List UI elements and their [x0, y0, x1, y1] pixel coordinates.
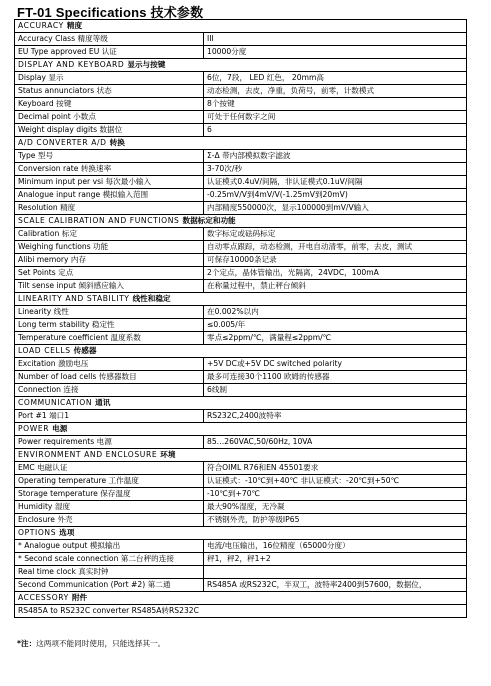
spec-label: Weight display digits 数据位: [15, 124, 204, 137]
footnote-text: 这两项不能同时使用，只能选择其一。: [36, 639, 166, 648]
spec-value: 最大90%湿度，无冷凝: [204, 501, 467, 514]
spec-label: Tilt sense input 倾斜感应输入: [15, 280, 204, 293]
specifications-table-body: [15, 20, 467, 618]
spec-label: Connection 连接: [15, 384, 204, 397]
spec-label: Calibration 标定: [15, 228, 204, 241]
section-header: [15, 20, 467, 33]
spec-value: 在称量过程中，禁止秤台倾斜: [204, 280, 467, 293]
table-row: [15, 436, 467, 449]
table-row: [15, 371, 467, 384]
table-row: [15, 306, 467, 319]
spec-value: +5V DC或+5V DC switched polarity: [204, 358, 467, 371]
spec-value: RS232C,2400波特率: [204, 410, 467, 423]
spec-value: 85…260VAC,50/60Hz, 10VA: [204, 436, 467, 449]
spec-value: 最多可连接30个1100 欧姆的传感器: [204, 371, 467, 384]
table-row: [15, 566, 467, 579]
table-row: [15, 358, 467, 371]
table-row: [15, 72, 467, 85]
section-header: [15, 137, 467, 150]
section-header: [15, 449, 467, 462]
spec-label: Set Points 定点: [15, 267, 204, 280]
table-row: [15, 241, 467, 254]
spec-label: Type 型号: [15, 150, 204, 163]
table-row: [15, 501, 467, 514]
section-title: LOAD CELLS: [18, 346, 71, 355]
table-row: [15, 553, 467, 566]
spec-value: 自动零点跟踪，动态检测，开电自动清零，前零，去皮，测试: [204, 241, 467, 254]
spec-value: ≤0.005/年: [204, 319, 467, 332]
section-header: [15, 397, 467, 410]
spec-label: Keyboard 按键: [15, 98, 204, 111]
table-row: [15, 98, 467, 111]
table-row: [15, 202, 467, 215]
spec-value: 6: [204, 124, 467, 137]
table-row: [15, 280, 467, 293]
table-row: [15, 540, 467, 553]
section-title-cn: 传感器: [73, 346, 97, 355]
table-row: [15, 332, 467, 345]
table-row: [15, 150, 467, 163]
spec-label: Conversion rate 转换速率: [15, 163, 204, 176]
section-title-cn: 精度: [66, 21, 83, 30]
spec-label: * Second scale connection 第二台秤的连接: [15, 553, 204, 566]
spec-value: 电流/电压输出，16位精度（65000分度）: [204, 540, 467, 553]
spec-value: -10℃到+70℃: [204, 488, 467, 501]
section-title: DISPLAY AND KEYBOARD: [18, 60, 125, 69]
spec-value: 3-70次/秒: [204, 163, 467, 176]
section-header-row: [15, 59, 467, 72]
section-title-cn: 转换: [109, 138, 125, 147]
section-header-row: [15, 527, 467, 540]
section-header: [15, 345, 467, 358]
section-header-row: [15, 345, 467, 358]
spec-value: 在0.002%以内: [204, 306, 467, 319]
table-row: [15, 462, 467, 475]
spec-label: Power requirements 电源: [15, 436, 204, 449]
table-row: [15, 319, 467, 332]
section-title: ENVIRONMENT AND ENCLOSURE: [18, 450, 158, 459]
section-title: A/D CONVERTER A/D: [18, 138, 107, 147]
table-row: [15, 514, 467, 527]
section-title: OPTIONS: [18, 528, 57, 537]
spec-value: 10000分度: [204, 46, 467, 59]
section-header-row: [15, 449, 467, 462]
table-row: [15, 254, 467, 267]
spec-label: Linearity 线性: [15, 306, 204, 319]
spec-value: 符合OIML R76和EN 45501要求: [204, 462, 467, 475]
spec-value: 秤1，秤2，秤1+2: [204, 553, 467, 566]
section-title-cn: 环境: [160, 450, 176, 459]
spec-label: EU Type approved EU 认证: [15, 46, 204, 59]
spec-label: Resolution 精度: [15, 202, 204, 215]
table-row: [15, 488, 467, 501]
spec-value: 6线制: [204, 384, 467, 397]
section-header: [15, 527, 467, 540]
section-header: [15, 59, 467, 72]
spec-value: 可保存10000条记录: [204, 254, 467, 267]
specifications-table: [14, 19, 467, 618]
section-title: ACCESSORY: [18, 593, 69, 602]
spec-value: RS485A 或RS232C，半双工，波特率2400到57600，数据位，: [204, 579, 467, 592]
section-title-cn: 显示与按键: [127, 60, 166, 69]
section-title-cn: 通讯: [95, 398, 111, 407]
table-row: [15, 189, 467, 202]
spec-label: Accuracy Class 精度等级: [15, 33, 204, 46]
table-row: [15, 33, 467, 46]
section-title: COMMUNICATION: [18, 398, 93, 407]
section-title-cn: 电源: [52, 424, 68, 433]
section-header-row: [15, 423, 467, 436]
table-row: [15, 267, 467, 280]
table-row: [15, 124, 467, 137]
spec-value: 内部精度550000次，显示100000到mV/V输入: [204, 202, 467, 215]
table-row: [15, 410, 467, 423]
footnote-prefix: *注：: [17, 639, 37, 648]
spec-label: Port #1 端口1: [15, 410, 204, 423]
spec-value: 6位，7段， LED 红色， 20mm高: [204, 72, 467, 85]
spec-value: 认证模式：-10℃到+40℃ 非认证模式：-20℃到+50℃: [204, 475, 467, 488]
table-row: [15, 384, 467, 397]
section-header-row: [15, 137, 467, 150]
spec-label: Excitation 激励电压: [15, 358, 204, 371]
spec-label: Number of load cells 传感器数目: [15, 371, 204, 384]
table-row: [15, 176, 467, 189]
section-header: [15, 423, 467, 436]
spec-label: Storage temperature 保存温度: [15, 488, 204, 501]
spec-value: Σ-Δ 带内部模拟数字滤波: [204, 150, 467, 163]
spec-label: * Analogue output 模拟输出: [15, 540, 204, 553]
spec-label: Status annunciators 状态: [15, 85, 204, 98]
spec-label: Decimal point 小数点: [15, 111, 204, 124]
section-title: ACCURACY: [18, 21, 64, 30]
spec-label: Minimum input per vsi 每次最小输入: [15, 176, 204, 189]
section-title-cn: 附件: [71, 593, 88, 602]
spec-label: Operating temperature 工作温度: [15, 475, 204, 488]
spec-label: Temperature coefficient 温度系数: [15, 332, 204, 345]
section-title-cn: 数据标定和功能: [182, 216, 236, 225]
section-header: [15, 592, 467, 605]
spec-label: Humidity 湿度: [15, 501, 204, 514]
section-header: [15, 293, 467, 306]
spec-value: 不锈钢外壳，防护等级IP65: [204, 514, 467, 527]
section-header-row: [15, 592, 467, 605]
table-row: [15, 475, 467, 488]
table-row: [15, 85, 467, 98]
section-title-cn: 选项: [59, 528, 75, 537]
spec-value: III: [204, 33, 467, 46]
table-row: [15, 163, 467, 176]
section-title: POWER: [18, 424, 50, 433]
section-header: [15, 215, 467, 228]
spec-label: Enclosure 外壳: [15, 514, 204, 527]
section-header-row: [15, 397, 467, 410]
section-title-cn: 线性和稳定: [132, 294, 171, 303]
spec-label: EMC 电磁认证: [15, 462, 204, 475]
section-title: LINEARITY AND STABILITY: [18, 294, 130, 303]
spec-value: 8个按键: [204, 98, 467, 111]
full-width-cell: RS485A to RS232C converter RS485A转RS232C: [15, 605, 467, 618]
spec-label: Long term stability 稳定性: [15, 319, 204, 332]
spec-label: Alibi memory 内存: [15, 254, 204, 267]
section-title: SCALE CALIBRATION AND FUNCTIONS: [18, 216, 180, 225]
spec-value: 动态检测，去皮，净重，负荷号，前零，计数模式: [204, 85, 467, 98]
spec-value: 可处于任何数字之间: [204, 111, 467, 124]
section-header-row: [15, 215, 467, 228]
table-row: [15, 605, 467, 618]
table-row: [15, 111, 467, 124]
spec-value: 认证模式0.4uV/间隔，非认证模式0.1uV/间隔: [204, 176, 467, 189]
spec-value: [204, 566, 467, 579]
spec-value: 零点≤2ppm/℃，满量程≤2ppm/℃: [204, 332, 467, 345]
spec-value: -0.25mV/V到4mV/V(-1.25mV到20mV): [204, 189, 467, 202]
page-title: FT-01 Specifications 技术参数: [17, 5, 204, 20]
spec-value: 2个定点，晶体管输出，光隔离，24VDC，100mA: [204, 267, 467, 280]
spec-label: Real time clock 真实时钟: [15, 566, 204, 579]
table-row: [15, 579, 467, 592]
section-header-row: [15, 20, 467, 33]
spec-value: 数字标定或砝码标定: [204, 228, 467, 241]
spec-label: Weighing functions 功能: [15, 241, 204, 254]
footnote: [17, 638, 165, 649]
spec-label: Analogue input range 模拟输入范围: [15, 189, 204, 202]
spec-label: Display 显示: [15, 72, 204, 85]
table-row: [15, 228, 467, 241]
table-row: [15, 46, 467, 59]
spec-label: Second Communication (Port #2) 第二通: [15, 579, 204, 592]
section-header-row: [15, 293, 467, 306]
